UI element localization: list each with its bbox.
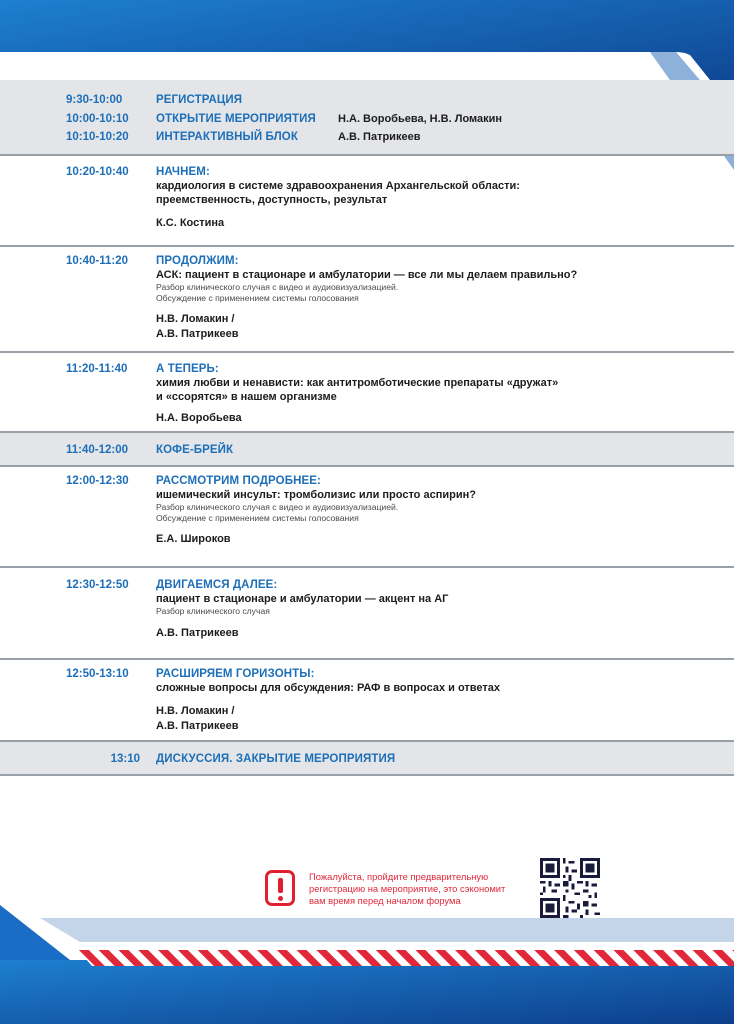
session-time: 12:30-12:50 bbox=[66, 579, 129, 591]
session-topic: преемственность, доступность, результат bbox=[156, 194, 388, 206]
session-6 bbox=[0, 660, 734, 742]
notice-text bbox=[309, 871, 529, 907]
session-time: 10:20-10:40 bbox=[66, 166, 129, 178]
session-speaker: Н.В. Ломакин / bbox=[156, 705, 235, 717]
time-registration: 9:30-10:00 bbox=[66, 94, 123, 106]
session-5 bbox=[0, 568, 734, 660]
session-time: 10:40-11:20 bbox=[66, 255, 129, 267]
session-4 bbox=[0, 467, 734, 568]
session-note: Разбор клинического случая с видео и аудиовизуализацией. bbox=[156, 282, 399, 292]
speaker-opening: Н.А. Воробьева, Н.В. Ломакин bbox=[338, 113, 503, 125]
exclamation-icon bbox=[265, 870, 295, 906]
session-heading: РАССМОТРИМ ПОДРОБНЕЕ: bbox=[156, 475, 321, 487]
session-topic: химия любви и ненависти: как антитромботические препараты «дружат» bbox=[156, 377, 559, 389]
closing-block bbox=[0, 742, 734, 776]
session-note: Обсуждение с применением системы голосования bbox=[156, 513, 359, 523]
coffee-time: 11:40-12:00 bbox=[66, 444, 129, 456]
session-heading: НАЧНЕМ: bbox=[156, 166, 210, 178]
session-speaker: А.В. Патрикеев bbox=[156, 720, 239, 732]
session-heading: РАСШИРЯЕМ ГОРИЗОНТЫ: bbox=[156, 668, 315, 680]
title-interactive: ИНТЕРАКТИВНЫЙ БЛОК bbox=[156, 131, 298, 143]
session-topic: кардиология в системе здравоохранения Архангельской области: bbox=[156, 180, 520, 192]
session-speaker: А.В. Патрикеев bbox=[156, 328, 239, 340]
session-topic: АСК: пациент в стационаре и амбулатории — все ли мы делаем правильно? bbox=[156, 269, 578, 281]
session-topic: сложные вопросы для обсуждения: РАФ в вопросах и ответах bbox=[156, 682, 500, 694]
session-speaker: Е.А. Широков bbox=[156, 533, 231, 545]
session-speaker: А.В. Патрикеев bbox=[156, 627, 239, 639]
opening-block bbox=[0, 80, 734, 156]
session-heading: ДВИГАЕМСЯ ДАЛЕЕ: bbox=[156, 579, 278, 591]
session-time: 11:20-11:40 bbox=[66, 363, 128, 375]
speaker-interactive: А.В. Патрикеев bbox=[338, 131, 421, 143]
title-opening: ОТКРЫТИЕ МЕРОПРИЯТИЯ bbox=[156, 113, 316, 125]
session-topic: пациент в стационаре и амбулатории — акцент на АГ bbox=[156, 593, 449, 605]
session-topic: ишемический инсульт: тромболизис или просто аспирин? bbox=[156, 489, 476, 501]
coffee-title: КОФЕ-БРЕЙК bbox=[156, 444, 234, 456]
session-heading: А ТЕПЕРЬ: bbox=[156, 363, 219, 375]
session-time: 12:00-12:30 bbox=[66, 475, 129, 487]
qr-code-icon[interactable] bbox=[540, 858, 600, 918]
registration-notice bbox=[265, 858, 565, 918]
notice-line: Пожалуйста, пройдите предварительную bbox=[309, 871, 489, 882]
session-speaker: Н.В. Ломакин / bbox=[156, 313, 235, 325]
title-registration: РЕГИСТРАЦИЯ bbox=[156, 94, 243, 106]
notice-line: регистрацию на мероприятие, это сэкономит bbox=[309, 883, 506, 894]
time-opening: 10:00-10:10 bbox=[66, 113, 129, 125]
program-schedule bbox=[0, 80, 734, 776]
session-heading: ПРОДОЛЖИМ: bbox=[156, 255, 239, 267]
session-speaker: К.С. Костина bbox=[156, 217, 225, 229]
closing-title: ДИСКУССИЯ. ЗАКРЫТИЕ МЕРОПРИЯТИЯ bbox=[156, 753, 396, 765]
session-note: Обсуждение с применением системы голосования bbox=[156, 293, 359, 303]
time-interactive: 10:10-10:20 bbox=[66, 131, 129, 143]
session-speaker: Н.А. Воробьева bbox=[156, 412, 242, 424]
closing-time: 13:10 bbox=[110, 753, 140, 765]
session-note: Разбор клинического случая bbox=[156, 606, 270, 616]
session-note: Разбор клинического случая с видео и аудиовизуализацией. bbox=[156, 502, 399, 512]
session-1 bbox=[0, 156, 734, 247]
coffee-break bbox=[0, 433, 734, 467]
session-2 bbox=[0, 247, 734, 353]
session-3 bbox=[0, 353, 734, 433]
notice-line: вам время перед началом форума bbox=[309, 895, 461, 906]
session-topic: и «ссорятся» в нашем организме bbox=[156, 391, 337, 403]
session-time: 12:50-13:10 bbox=[66, 668, 129, 680]
